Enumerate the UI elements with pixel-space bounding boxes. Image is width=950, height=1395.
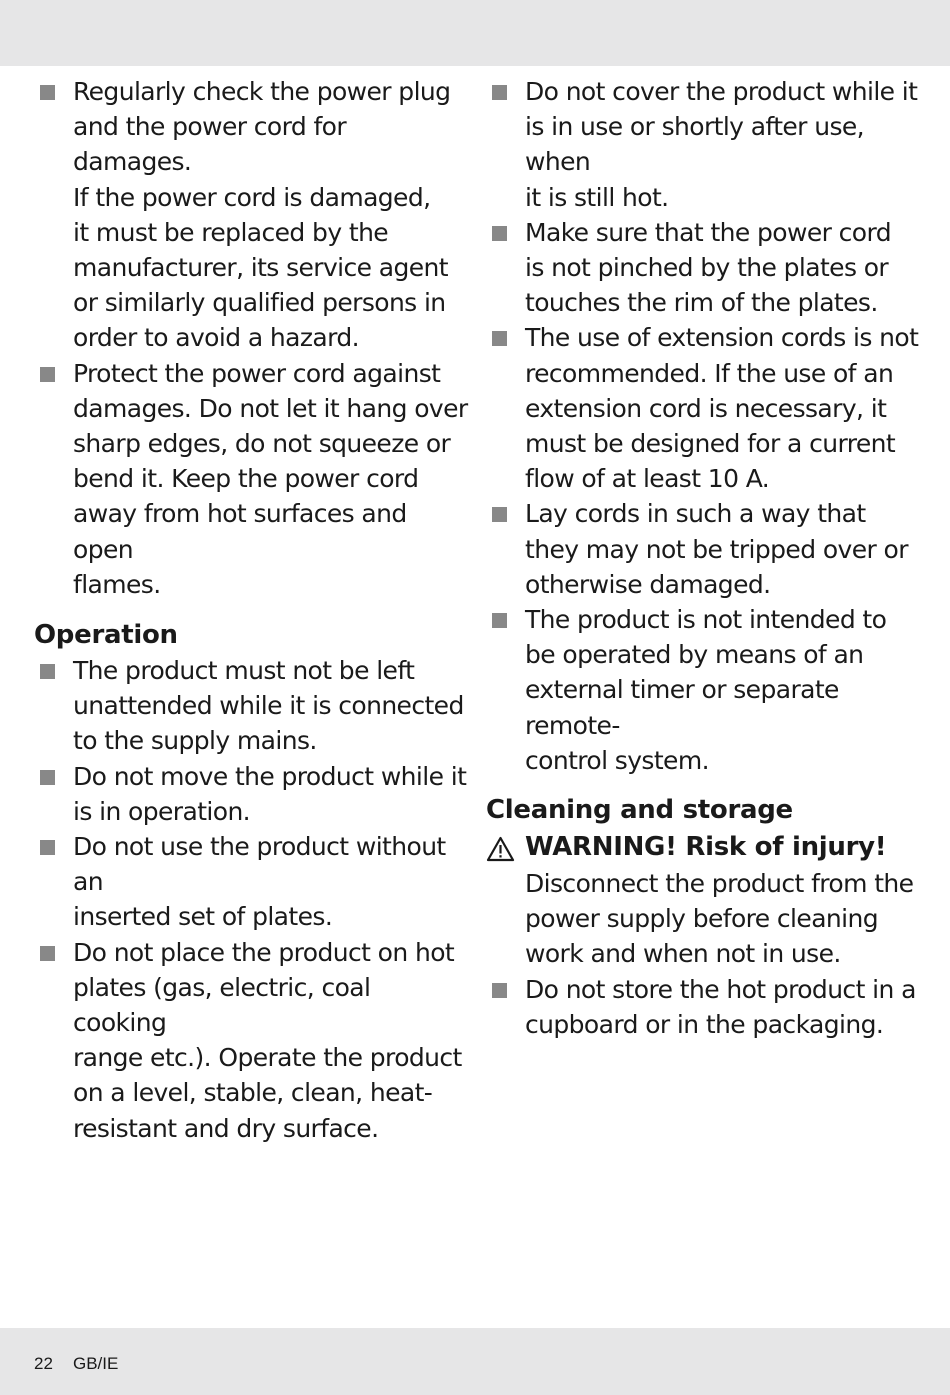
list-item-text: Do not use the product without an inserted set of plates. — [73, 832, 446, 932]
right-column — [486, 74, 922, 1042]
square-bullet-icon — [492, 983, 507, 998]
square-bullet-icon — [492, 85, 507, 100]
region-label: GB/IE — [73, 1354, 119, 1373]
warning-title: WARNING! Risk of injury! — [525, 832, 887, 863]
operation-heading: Operation — [34, 620, 178, 651]
list-item-text: Protect the power cord against damages. Do not let it hang over sharp edges, do not squeeze or bend it. Keep the power cord away from hot surfaces and open flames. — [73, 358, 468, 599]
list-item-text: Lay cords in such a way that they may not be tripped over or otherwise damaged. — [525, 499, 908, 599]
list-item-text: The product must not be left unattended while it is connected to the supply mains. — [73, 656, 464, 756]
square-bullet-icon — [40, 367, 55, 382]
square-bullet-icon — [492, 613, 507, 628]
cleaning-list — [486, 972, 922, 1042]
square-bullet-icon — [40, 840, 55, 855]
square-bullet-icon — [40, 946, 55, 961]
page-number: 22 — [34, 1354, 53, 1373]
list-item — [34, 653, 470, 759]
square-bullet-icon — [492, 331, 507, 346]
list-item-text: The product is not intended to be operated by means of an external timer or separate remote- control system. — [525, 605, 887, 775]
operation-list — [34, 653, 470, 1146]
list-item — [34, 935, 470, 1146]
list-item-text: Do not move the product while it is in operation. — [73, 761, 467, 826]
list-item-text: Do not store the hot product in a cupboard or in the packaging. — [525, 974, 916, 1039]
list-item — [486, 496, 922, 602]
warning-triangle-icon — [486, 836, 515, 862]
square-bullet-icon — [40, 770, 55, 785]
list-item-text: Make sure that the power cord is not pinched by the plates or touches the rim of the plates. — [525, 217, 891, 318]
safety-list — [34, 74, 470, 602]
footer-band — [0, 1328, 950, 1395]
list-item — [486, 602, 922, 778]
list-item — [486, 74, 922, 215]
safety-list-continued — [486, 74, 922, 778]
list-item — [34, 829, 470, 935]
square-bullet-icon — [40, 664, 55, 679]
warning-block — [486, 828, 922, 972]
list-item — [34, 74, 470, 356]
header-band — [0, 0, 950, 66]
warning-body: Disconnect the product from the power supply before cleaning work and when not in use. — [525, 869, 914, 969]
list-item — [34, 759, 470, 829]
list-item — [486, 972, 922, 1042]
list-item — [34, 356, 470, 602]
square-bullet-icon — [40, 85, 55, 100]
list-item-text: The use of extension cords is not recommended. If the use of an extension cord is necessary, it must be designed for a current flow of at least 10 A. — [525, 323, 919, 494]
square-bullet-icon — [492, 226, 507, 241]
left-column — [34, 74, 470, 1146]
square-bullet-icon — [492, 507, 507, 522]
list-item — [486, 215, 922, 321]
list-item-text: Regularly check the power plug and the power cord for damages. If the power cord is damaged, it must be replaced by the manufacturer, its service agent or similarly qualified persons in order to avoid a hazard. — [73, 77, 451, 353]
list-item-text: Do not cover the product while it is in use or shortly after use, when it is still hot. — [525, 77, 918, 212]
cleaning-storage-heading: Cleaning and storage — [486, 795, 793, 826]
list-item — [486, 320, 922, 496]
list-item-text: Do not place the product on hot plates (gas, electric, coal cooking range etc.). Operate the product on a level, stable, clean, heat- resistant and dry surface. — [73, 937, 462, 1143]
